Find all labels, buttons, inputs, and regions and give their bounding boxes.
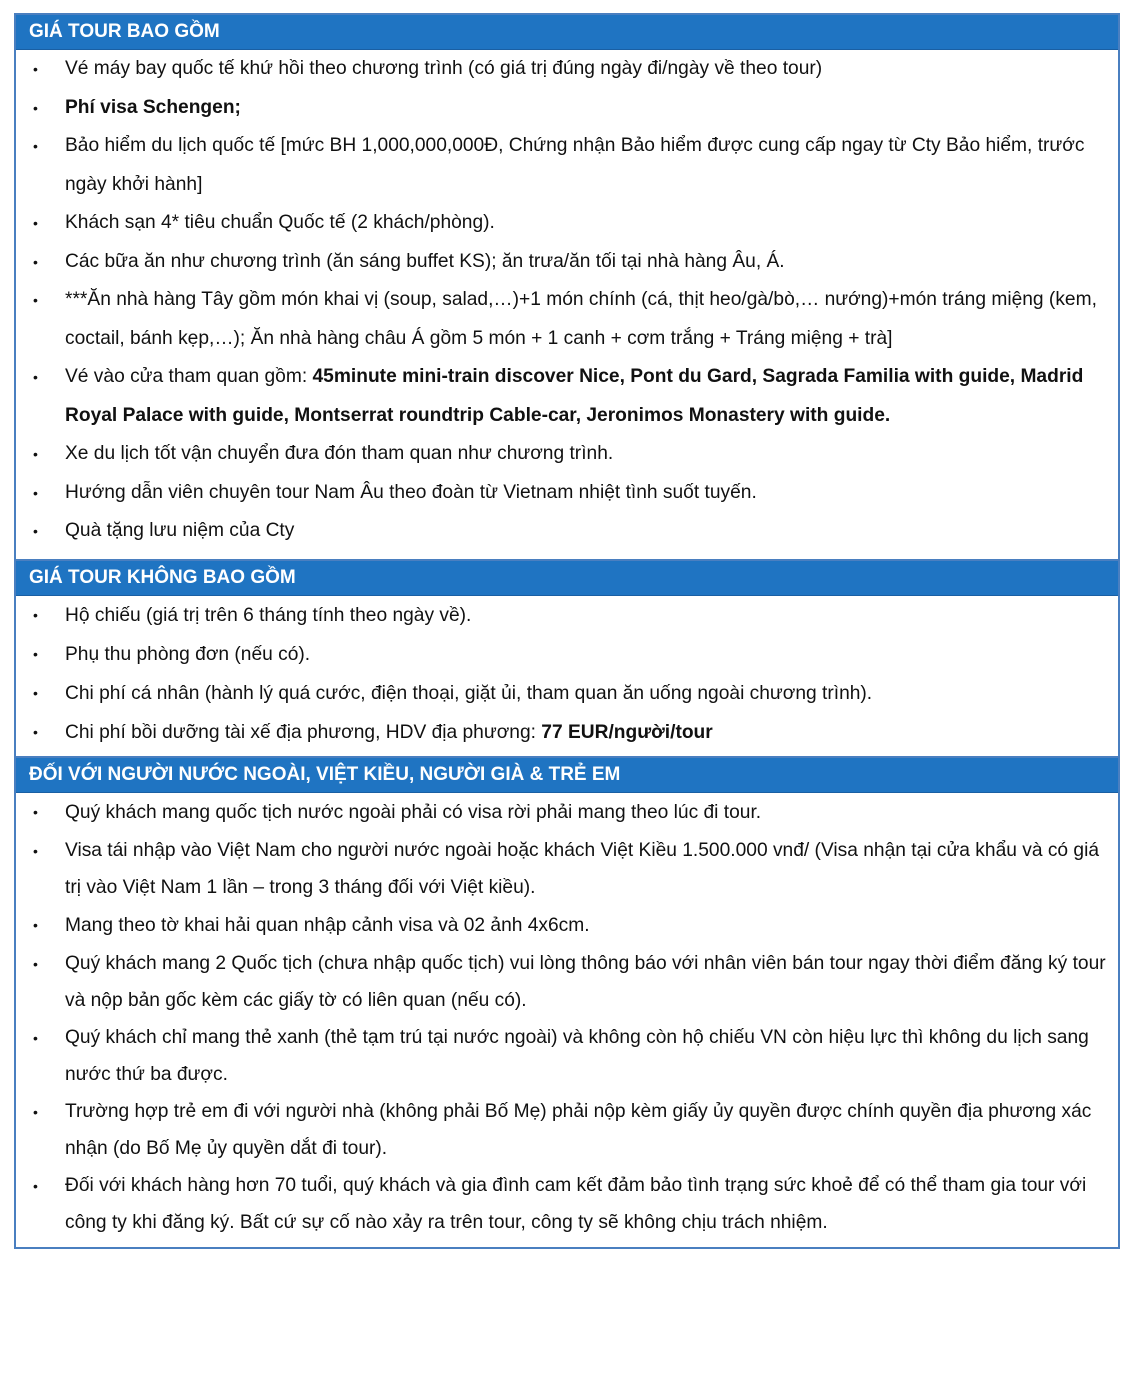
item-text: Đối với khách hàng hơn 70 tuổi, quý khách và gia đình cam kết đảm bảo tình trạng sức khoẻ để có thể tham gia tour với công ty khi đăng ký. Bất cứ sự cố nào xảy ra trên tour, công ty sẽ không chịu trách nhiệm. xyxy=(65,1174,1087,1233)
section-title-not-included: GIÁ TOUR KHÔNG BAO GỒM xyxy=(16,561,1118,596)
bullet-icon: • xyxy=(33,138,38,154)
list-item xyxy=(16,358,1118,435)
item-text: Phụ thu phòng đơn (nếu có). xyxy=(65,643,311,665)
section-not-included xyxy=(14,561,1120,758)
section-included xyxy=(14,13,1120,561)
item-bold-text: 77 EUR/người/tour xyxy=(541,721,713,743)
bullet-icon: • xyxy=(33,803,38,820)
item-text: Chi phí bồi dưỡng tài xế địa phương, HDV địa phương: xyxy=(65,721,542,743)
bullet-icon: • xyxy=(33,1177,38,1194)
bullet-icon: • xyxy=(33,606,38,623)
list-item xyxy=(16,50,1118,89)
bullet-icon: • xyxy=(33,645,38,662)
bullet-icon: • xyxy=(33,684,38,701)
item-text: Các bữa ăn như chương trình (ăn sáng buffet KS); ăn trưa/ăn tối tại nhà hàng Âu, Á. xyxy=(65,250,785,272)
bullet-icon: • xyxy=(33,955,38,972)
list-item xyxy=(16,1093,1118,1167)
bullet-icon: • xyxy=(33,369,38,385)
list-item xyxy=(16,674,1118,713)
section-title-included: GIÁ TOUR BAO GỒM xyxy=(16,15,1118,50)
item-text: Hộ chiếu (giá trị trên 6 tháng tính theo ngày về). xyxy=(65,604,472,626)
bullet-icon: • xyxy=(33,484,38,501)
item-text: Vé vào cửa tham quan gồm: xyxy=(65,366,313,387)
included-list xyxy=(16,50,1118,559)
item-text: Mang theo tờ khai hải quan nhập cảnh visa và 02 ảnh 4x6cm. xyxy=(65,914,590,936)
bullet-icon: • xyxy=(33,723,38,740)
bullet-icon: • xyxy=(33,916,38,933)
list-item xyxy=(16,1019,1118,1093)
list-item xyxy=(16,713,1118,752)
list-item xyxy=(16,435,1118,474)
item-text: Visa tái nhập vào Việt Nam cho người nước ngoài hoặc khách Việt Kiều 1.500.000 vnđ/ (Visa nhận tại cửa khẩu và có giá trị vào Việt Nam 1 lần – trong 3 tháng đối với Việt kiều). xyxy=(65,839,1100,898)
section-title-foreigners: ĐỐI VỚI NGƯỜI NƯỚC NGOÀI, VIỆT KIỀU, NGƯỜI GIÀ & TRẺ EM xyxy=(16,758,1118,793)
not-included-list xyxy=(16,596,1118,756)
list-item xyxy=(16,243,1118,282)
item-bold-text: 45minute mini-train discover Nice, Pont du Gard, Sagrada Familia with guide, Madrid Royal Palace with guide, Montserrat roundtrip Cable-car, Jeronimos Monastery with guide. xyxy=(65,366,1084,426)
tour-conditions-document xyxy=(14,13,1120,1249)
list-item xyxy=(16,596,1118,635)
item-text: Hướng dẫn viên chuyên tour Nam Âu theo đoàn từ Vietnam nhiệt tình suốt tuyến. xyxy=(65,481,757,503)
list-item xyxy=(16,127,1118,204)
item-text: Quý khách mang 2 Quốc tịch (chưa nhập quốc tịch) vui lòng thông báo với nhân viên bán tour ngay thời điểm đăng ký tour và nộp bản gốc kèm các giấy tờ có liên quan (nếu có). xyxy=(65,952,1106,1011)
bullet-icon: • xyxy=(33,523,38,539)
list-item xyxy=(16,204,1118,243)
item-text: Trường hợp trẻ em đi với người nhà (không phải Bố Mẹ) phải nộp kèm giấy ủy quyền được chính quyền địa phương xác nhận (do Bố Mẹ ủy quyền dắt đi tour). xyxy=(65,1100,1092,1159)
item-text: Vé máy bay quốc tế khứ hồi theo chương trình (có giá trị đúng ngày đi/ngày về theo tour) xyxy=(65,58,823,79)
list-item xyxy=(16,89,1118,128)
list-item xyxy=(16,474,1118,513)
item-text: Khách sạn 4* tiêu chuẩn Quốc tế (2 khách/phòng). xyxy=(65,212,495,233)
bullet-icon: • xyxy=(33,1029,38,1046)
item-text: Chi phí cá nhân (hành lý quá cước, điện thoại, giặt ủi, tham quan ăn uống ngoài chương trình). xyxy=(65,682,873,704)
item-text: Quà tặng lưu niệm của Cty xyxy=(65,520,295,541)
section-foreigners-elderly-children xyxy=(14,758,1120,1249)
item-text: Quý khách mang quốc tịch nước ngoài phải có visa rời phải mang theo lúc đi tour. xyxy=(65,801,762,823)
foreigners-list xyxy=(16,793,1118,1247)
bullet-icon: • xyxy=(33,215,38,231)
bullet-icon: • xyxy=(33,1103,38,1120)
list-item xyxy=(16,1167,1118,1241)
bullet-icon: • xyxy=(33,61,38,77)
item-bold-text: Phí visa Schengen; xyxy=(65,96,241,118)
list-item xyxy=(16,906,1118,945)
list-item xyxy=(16,281,1118,358)
bullet-icon: • xyxy=(33,253,38,270)
list-item xyxy=(16,793,1118,832)
item-text: Xe du lịch tốt vận chuyển đưa đón tham quan như chương trình. xyxy=(65,443,614,464)
item-text: Quý khách chỉ mang thẻ xanh (thẻ tạm trú tại nước ngoài) và không còn hộ chiếu VN còn hiệu lực thì không du lịch sang nước thứ ba được. xyxy=(65,1026,1089,1085)
bullet-icon: • xyxy=(33,99,38,116)
list-item xyxy=(16,945,1118,1019)
item-text: ***Ăn nhà hàng Tây gồm món khai vị (soup, salad,…)+1 món chính (cá, thịt heo/gà/bò,… nướng)+món tráng miệng (kem, coctail, bánh kẹp,…); Ăn nhà hàng châu Á gồm 5 món + 1 canh + cơm trắng + Tráng miệng + trà] xyxy=(65,289,1097,349)
bullet-icon: • xyxy=(33,292,38,308)
list-item xyxy=(16,635,1118,674)
item-text: Bảo hiểm du lịch quốc tế [mức BH 1,000,000,000Đ, Chứng nhận Bảo hiểm được cung cấp ngay từ Cty Bảo hiểm, trước ngày khởi hành] xyxy=(65,135,1085,195)
list-item xyxy=(16,512,1118,551)
list-item xyxy=(16,832,1118,906)
bullet-icon: • xyxy=(33,842,38,859)
bullet-icon: • xyxy=(33,446,38,462)
